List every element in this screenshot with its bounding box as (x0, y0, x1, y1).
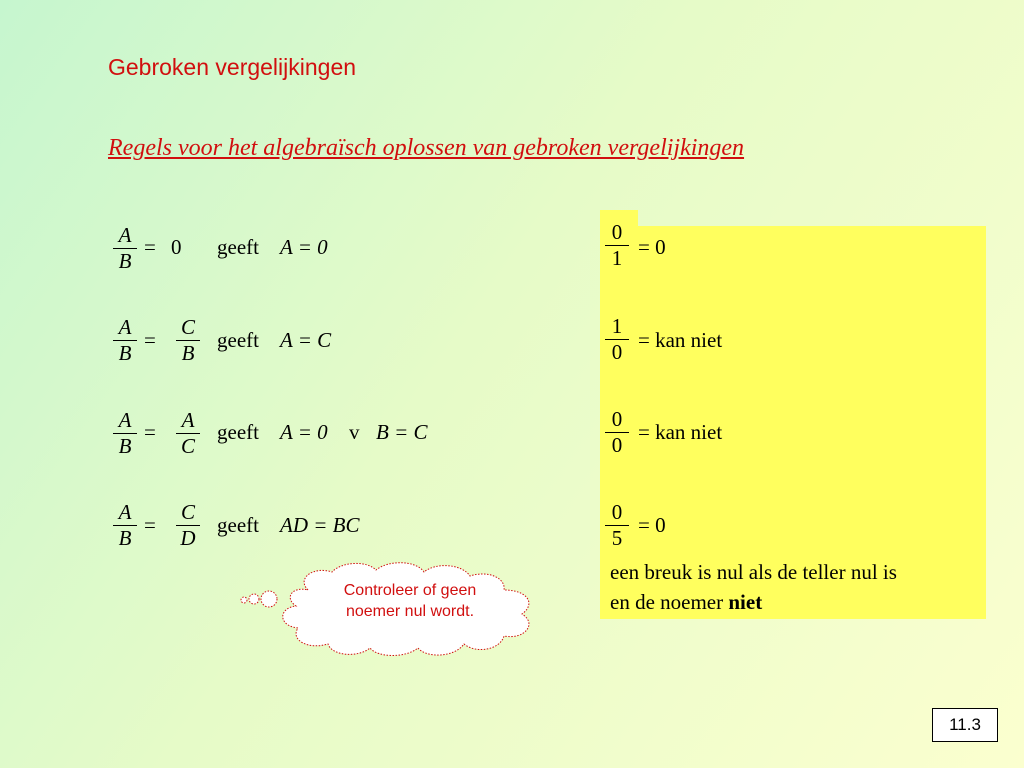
note-line-2 (610, 590, 762, 615)
example1-fraction (605, 220, 629, 271)
rule2-result: A = C (280, 328, 332, 352)
fraction-numerator: C (176, 500, 200, 526)
example1-text: = 0 (638, 235, 666, 259)
fraction-denominator: 5 (611, 526, 623, 550)
rule4-lhs-fraction (113, 500, 137, 551)
note-line-2-bold: niet (728, 590, 763, 614)
example3-text: = kan niet (638, 420, 723, 444)
rule3-equals: = (144, 420, 156, 444)
rule1-result: A = 0 (280, 235, 328, 259)
rule3-result-a: A = 0 (280, 420, 328, 444)
fraction-denominator: 0 (611, 433, 623, 457)
example2-fraction (605, 314, 629, 365)
fraction-denominator: 0 (611, 340, 623, 364)
rule3-lhs-fraction (113, 408, 137, 459)
rule2-geeft: geeft (217, 328, 259, 352)
slide-subtitle: Regels voor het algebraïsch oplossen van gebroken vergelijkingen (108, 135, 745, 161)
fraction-numerator: 0 (605, 220, 629, 246)
fraction-denominator: B (118, 434, 132, 458)
example4-text: = 0 (638, 513, 666, 537)
example4-fraction (605, 500, 629, 551)
rule2-rhs-fraction (176, 315, 200, 366)
fraction-numerator: A (113, 500, 137, 526)
fraction-numerator: 0 (605, 500, 629, 526)
rule3-or: v (349, 420, 360, 444)
fraction-denominator: B (118, 249, 132, 273)
fraction-denominator: 1 (611, 246, 623, 270)
slide-title: Gebroken vergelijkingen (108, 54, 357, 80)
example3-fraction (605, 407, 629, 458)
rule4-rhs-fraction (176, 500, 200, 551)
rule2-equals: = (144, 328, 156, 352)
rule2-lhs-fraction (113, 315, 137, 366)
fraction-denominator: B (118, 526, 132, 550)
fraction-denominator: B (181, 341, 195, 365)
note-line-2-prefix: en de noemer (610, 590, 729, 614)
rule3-rhs-fraction (176, 408, 200, 459)
rule3-result-b: B = C (376, 420, 428, 444)
fraction-denominator: C (180, 434, 195, 458)
note-line-1: een breuk is nul als de teller nul is (610, 560, 897, 584)
rule4-result: AD = BC (280, 513, 360, 537)
rule1-geeft: geeft (217, 235, 259, 259)
example2-text: = kan niet (638, 328, 723, 352)
rule4-equals: = (144, 513, 156, 537)
fraction-denominator: D (180, 526, 196, 550)
fraction-numerator: C (176, 315, 200, 341)
rule1-equals: = (144, 235, 156, 259)
fraction-numerator: A (113, 223, 137, 249)
rule4-geeft: geeft (217, 513, 259, 537)
fraction-denominator: B (118, 341, 132, 365)
fraction-numerator: A (113, 315, 137, 341)
rule3-geeft: geeft (217, 420, 259, 444)
fraction-numerator: 1 (605, 314, 629, 340)
page-number: 11.3 (932, 708, 998, 742)
fraction-numerator: A (113, 408, 137, 434)
rule1-rhs: 0 (171, 235, 182, 259)
cloud-text: Controleer of geen noemer nul wordt. (343, 582, 477, 620)
fraction-numerator: 0 (605, 407, 629, 433)
rule1-lhs-fraction (113, 223, 137, 274)
fraction-numerator: A (176, 408, 200, 434)
